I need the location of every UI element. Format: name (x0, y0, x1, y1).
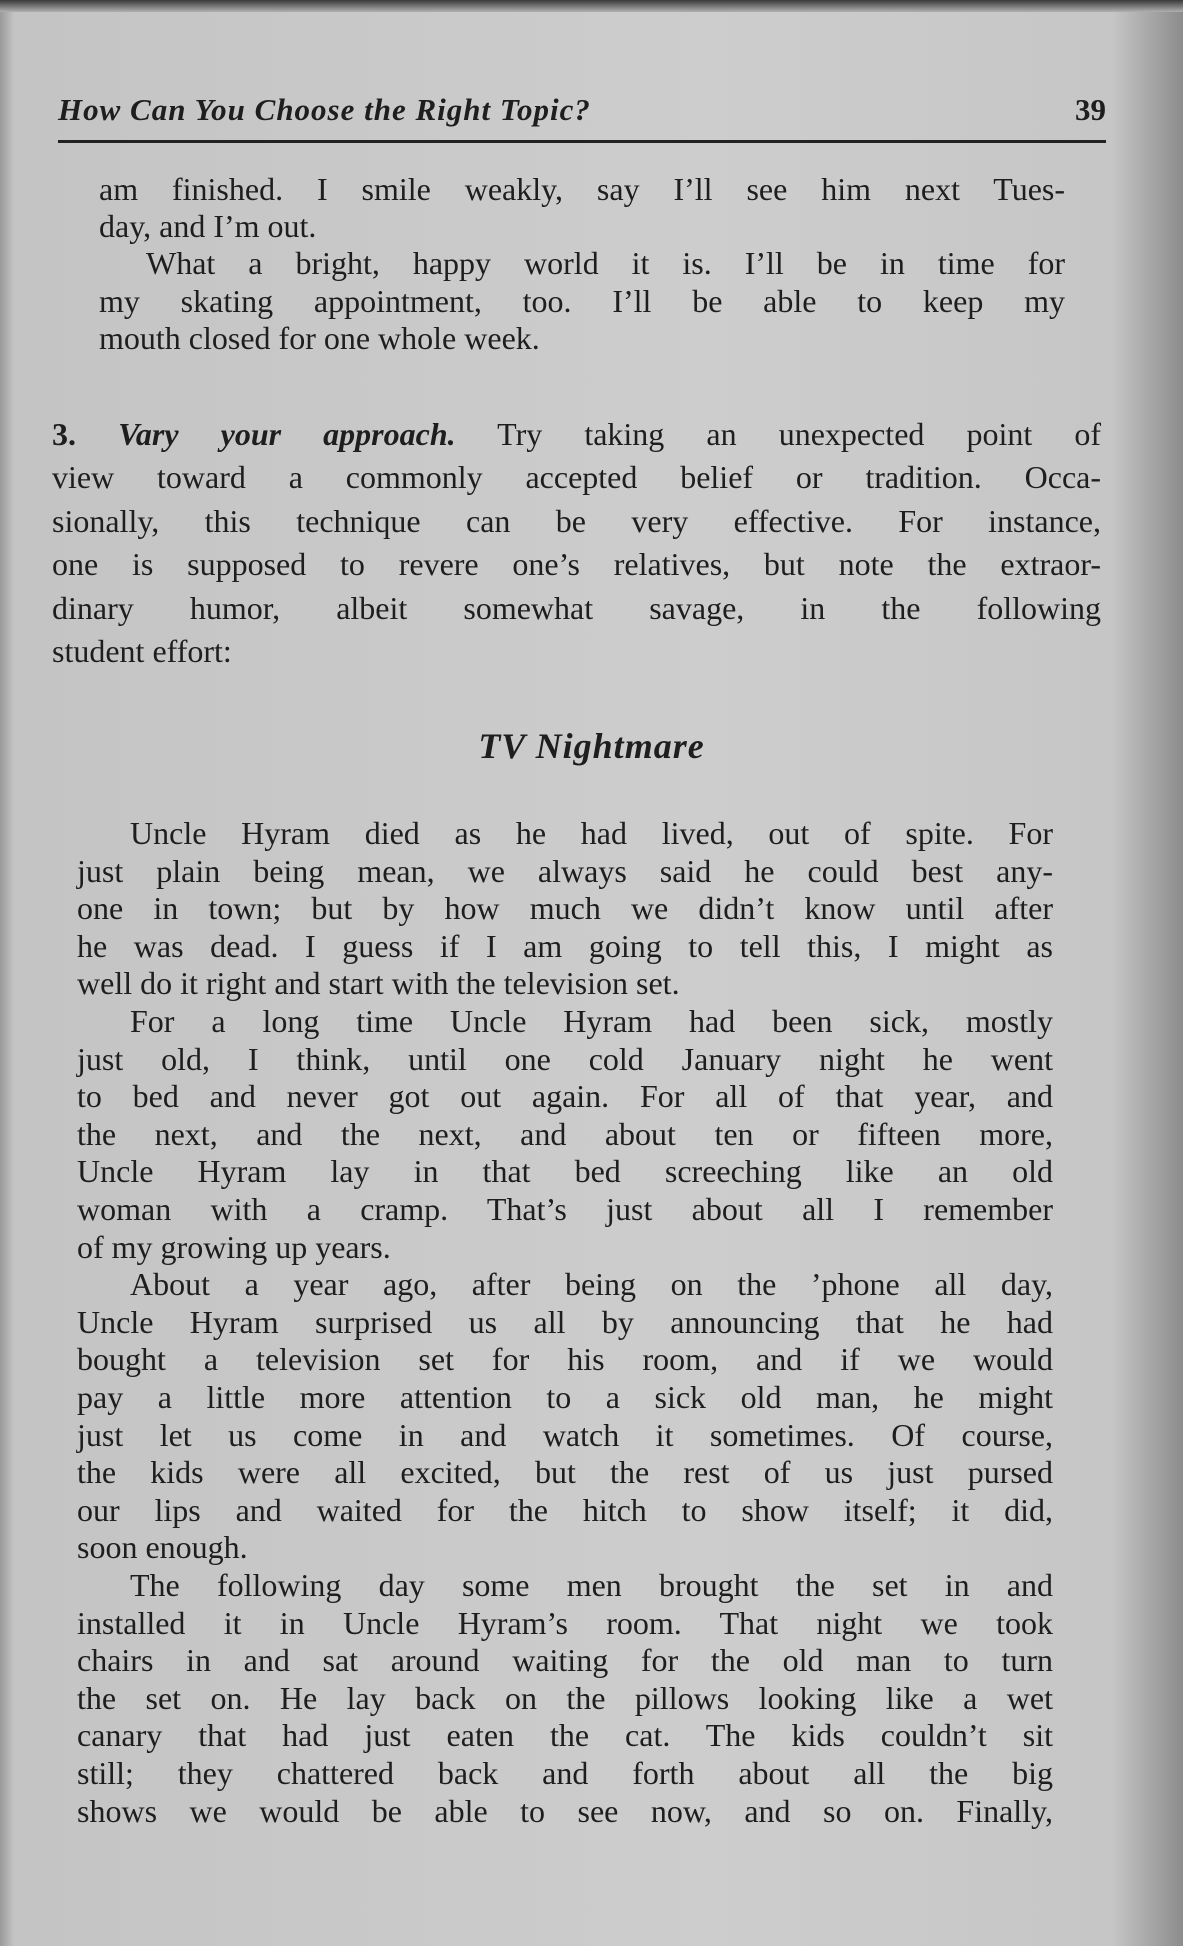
text-line: shows we would be able to see now, and so on. Finally, (77, 1792, 1053, 1829)
text-line: dinary humor, albeit somewhat savage, in the following (52, 589, 1101, 626)
text-line: am finished. I smile weakly, say I’ll see him next Tues- (99, 171, 1065, 207)
text-line: Uncle Hyram surprised us all by announcing that he had (77, 1303, 1053, 1340)
page-edge (0, 0, 1183, 12)
text-line: to bed and never got out again. For all of that year, and (77, 1078, 1053, 1115)
text-line: he was dead. I guess if I am going to tell this, I might as (77, 927, 1053, 964)
text-line: About a year ago, after being on the ’phone all day, (130, 1266, 1053, 1303)
text-line: bought a television set for his room, and if we would (77, 1341, 1053, 1378)
section-heading: Vary your approach. (118, 416, 456, 452)
text-line: well do it right and start with the television set. (77, 965, 680, 1002)
text-line: our lips and waited for the hitch to show itself; it did, (77, 1491, 1053, 1528)
text-line: my skating appointment, too. I’ll be able to keep my (99, 282, 1065, 319)
text-line: just plain being mean, we always said he could best any- (77, 852, 1053, 889)
text-line: just old, I think, until one cold January night he went (77, 1040, 1053, 1077)
text-line: Try taking an unexpected point of (455, 416, 1102, 452)
text-line: What a bright, happy world it is. I’ll be in time for (146, 245, 1065, 282)
text-line: of my growing up years. (77, 1228, 391, 1265)
text-line: sionally, this technique can be very effective. For instance, (52, 502, 1101, 539)
section-number: 3. (52, 416, 76, 452)
chapter-title: How Can You Choose the Right Topic? (58, 92, 591, 127)
header-rule (58, 140, 1106, 143)
text-line: installed it in Uncle Hyram’s room. That night we took (77, 1604, 1053, 1641)
text-line: woman with a cramp. That’s just about all I remember (77, 1191, 1053, 1227)
text-line: soon enough. (77, 1529, 248, 1566)
page-number: 39 (1075, 92, 1106, 127)
text-line: the set on. He lay back on the pillows looking like a wet (77, 1679, 1053, 1716)
text-line: day, and I’m out. (99, 208, 317, 245)
text-line: still; they chattered back and forth about all the big (77, 1755, 1053, 1791)
text-line: just let us come in and watch it sometimes. Of course, (77, 1416, 1053, 1453)
text-line: student effort: (52, 633, 232, 669)
text-line: pay a little more attention to a sick old man, he might (77, 1379, 1053, 1415)
text-line: the next, and the next, and about ten or fifteen more, (77, 1115, 1053, 1152)
text-line: one is supposed to revere one’s relatives, but note the extraor- (52, 546, 1101, 583)
running-header (58, 92, 1106, 132)
text-line: The following day some men brought the set in and (130, 1567, 1053, 1603)
text-line: canary that had just eaten the cat. The kids couldn’t sit (77, 1717, 1053, 1754)
text-line: For a long time Uncle Hyram had been sick, mostly (130, 1003, 1053, 1039)
text-line: chairs in and sat around waiting for the old man to turn (77, 1642, 1053, 1679)
text-line: view toward a commonly accepted belief or tradition. Occa- (52, 459, 1101, 496)
text-line: the kids were all excited, but the rest of us just pursed (77, 1454, 1053, 1491)
text-line: one in town; but by how much we didn’t know until after (77, 890, 1053, 927)
story-title: TV Nightmare (478, 726, 705, 766)
section-heading-line (52, 416, 1101, 453)
text-line: Uncle Hyram died as he had lived, out of spite. For (130, 815, 1053, 851)
text-line: mouth closed for one whole week. (99, 319, 540, 356)
text-line: Uncle Hyram lay in that bed screeching like an old (77, 1153, 1053, 1190)
